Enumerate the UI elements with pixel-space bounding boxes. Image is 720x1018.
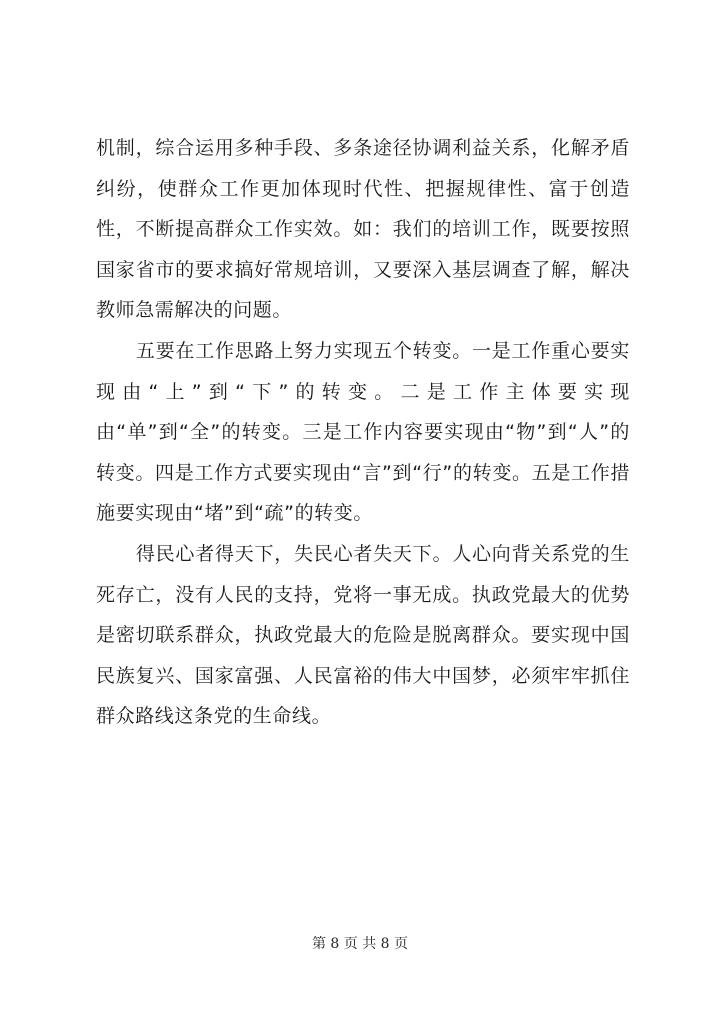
paragraph-five-transformations: 五要在工作思路上努力实现五个转变。一是工作重心要实现由“上”到“下”的转变。二是工作主体要实现由“单”到“全”的转变。三是工作内容要实现由“物”到“人”的转变。四是工作方式要实现由“言”到“行”的转变。五是工作措施要实现由“堵”到“疏”的转变。 [96, 339, 630, 525]
page-number-footer: 第 8 页 共 8 页 [311, 936, 409, 952]
document-body [96, 128, 630, 737]
paragraph-continuation: 机制，综合运用多种手段、多条途径协调利益关系，化解矛盾纠纷，使群众工作更加体现时代性、把握规律性、富于创造性，不断提高群众工作实效。如：我们的培训工作，既要按照国家省市的要求搞好常规培训，又要深入基层调查了解，解决教师急需解决的问题。 [96, 137, 630, 322]
paragraph-mass-line: 得民心者得天下，失民心者失天下。人心向背关系党的生死存亡，没有人民的支持，党将一事无成。执政党最大的优势是密切联系群众，执政党最大的危险是脱离群众。要实现中国民族复兴、国家富强、人民富裕的伟大中国梦，必须牢牢抓住群众路线这条党的生命线。 [96, 542, 630, 728]
